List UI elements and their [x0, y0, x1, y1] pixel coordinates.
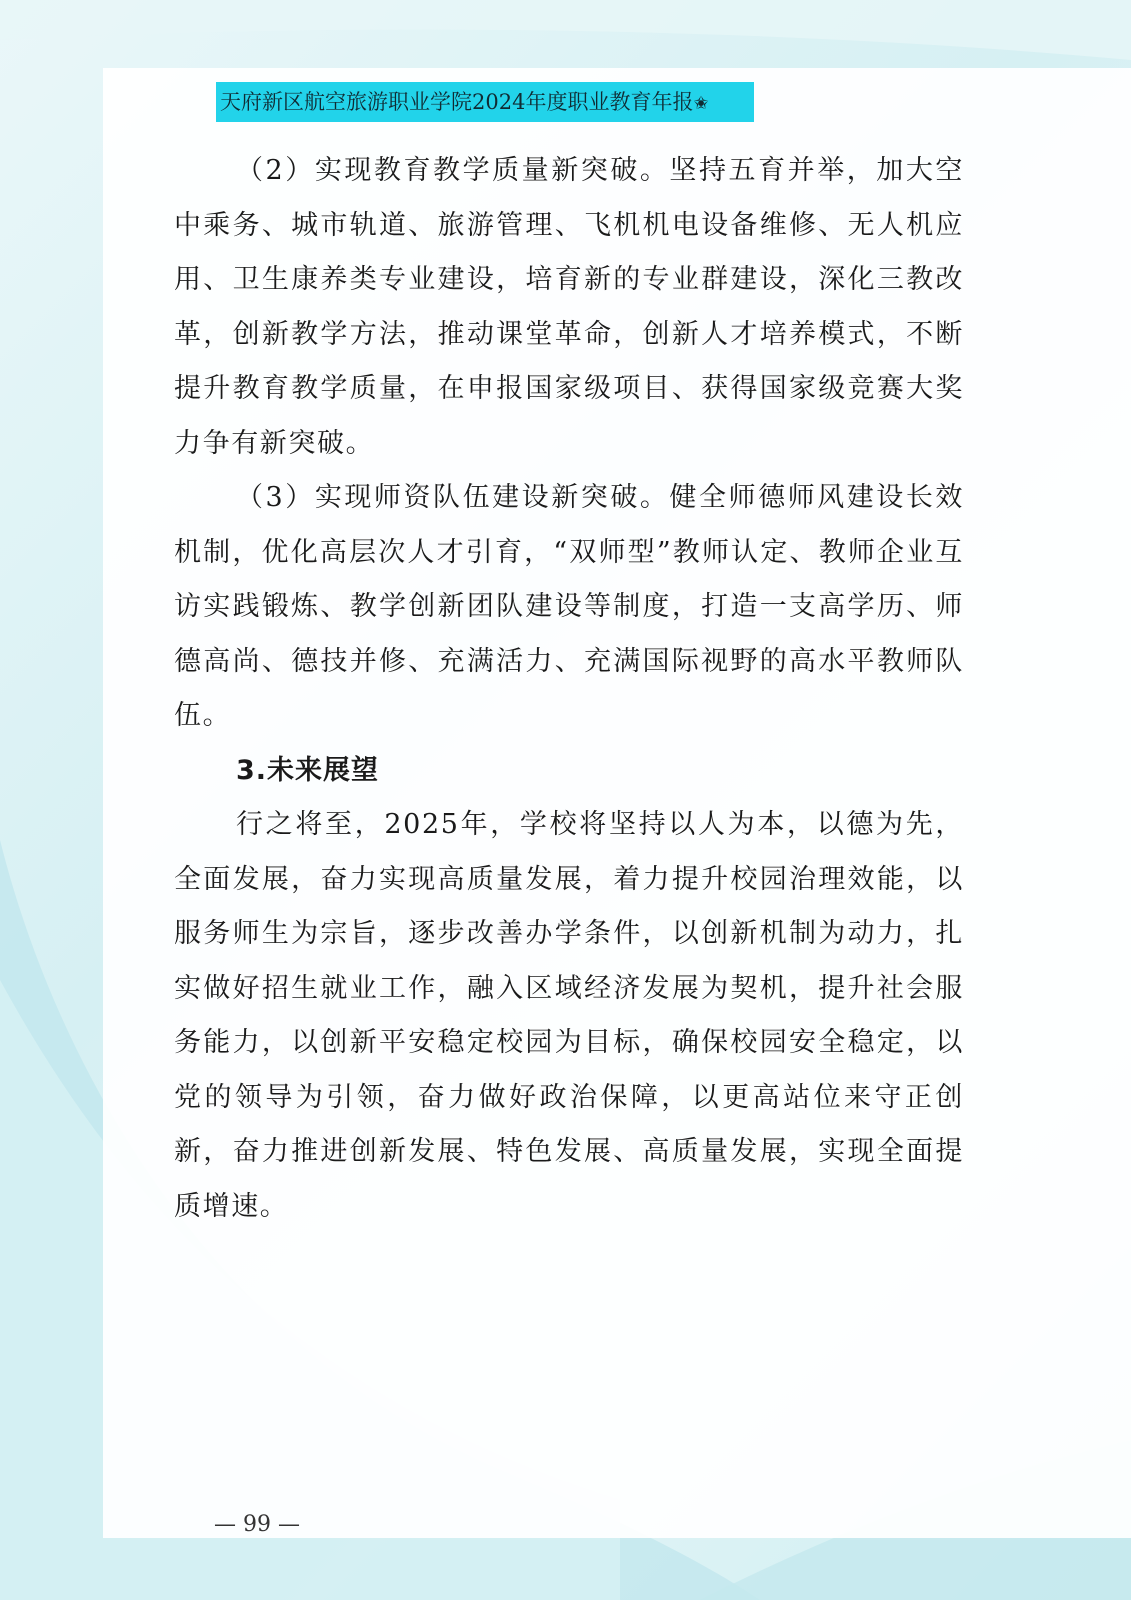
paragraph-future-outlook: 行之将至，2025年，学校将坚持以人为本，以德为先，全面发展，奋力实现高质量发展，着力提升校园治理效能，以服务师生为宗旨，逐步改善办学条件，以创新机制为动力，扎实做好招生就业工作，融入区域经济发展为契机，提升社会服务能力，以创新平安稳定校园为目标，确保校园安全稳定，以党的领导为引领，奋力做好政治保障，以更高站位来守正创新，奋力推进创新发展、特色发展、高质量发展，实现全面提质增速。: [174, 809, 964, 1222]
paragraph-teaching-quality: （2）实现教育教学质量新突破。坚持五育并举，加大空中乘务、城市轨道、旅游管理、飞机机电设备维修、无人机应用、卫生康养类专业建设，培育新的专业群建设，深化三教改革，创新教学方法，推动课堂革命，创新人才培养模式，不断提升教育教学质量，在申报国家级项目、获得国家级竞赛大奖力争有新突破。: [174, 155, 964, 459]
section-heading-future-outlook: 3.未来展望: [236, 754, 380, 786]
paragraph-teacher-team: （3）实现师资队伍建设新突破。健全师德师风建设长效机制，优化高层次人才引育，“双师型”教师认定、教师企业互访实践锻炼、教学创新团队建设等制度，打造一支高学历、师德高尚、德技并修、充满活力、充满国际视野的高水平教师队伍。: [174, 482, 964, 731]
header-banner: [216, 82, 754, 122]
star-icon: ✬: [693, 93, 709, 114]
header-title: 天府新区航空旅游职业学院2024年度职业教育年报: [220, 90, 694, 114]
document-body: [174, 144, 964, 1234]
page-number: — 99 —: [214, 1512, 300, 1537]
